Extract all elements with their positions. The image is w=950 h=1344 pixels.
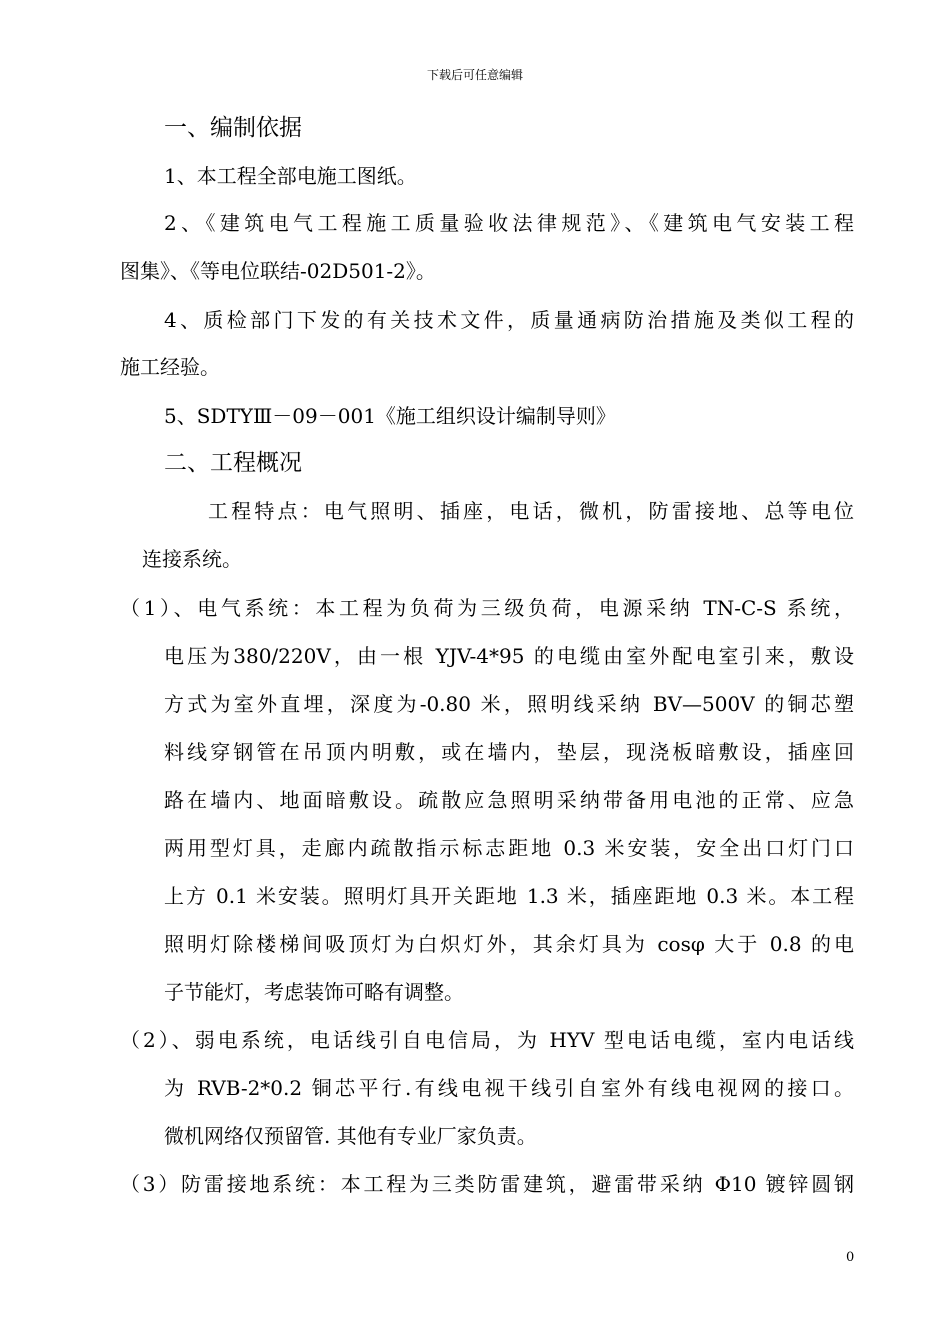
section-heading-2: 二、工程概况 [164, 450, 302, 476]
section-heading-1: 一、编制依据 [164, 115, 302, 141]
paragraph-line: 4、质检部门下发的有关技术文件，质量通病防治措施及类似工程的 [164, 308, 854, 332]
paragraph-line: 路在墙内、地面暗敷设。疏散应急照明采纳带备用电池的正常、应急 [164, 788, 854, 812]
paragraph-line: 照明灯除楼梯间吸顶灯为白炽灯外，其余灯具为 cosφ 大于 0.8 的电 [164, 932, 854, 956]
paragraph-line: 微机网络仅预留管. 其他有专业厂家负责。 [164, 1124, 537, 1148]
page-number: 0 [846, 1250, 855, 1265]
paragraph-line: 两用型灯具，走廊内疏散指示标志距地 0.3 米安装，安全出口灯门口 [164, 836, 854, 860]
paragraph-line: 子节能灯，考虑装饰可略有调整。 [164, 980, 464, 1004]
paragraph-line: 上方 0.1 米安装。照明灯具开关距地 1.3 米，插座距地 0.3 米。本工程 [164, 884, 854, 908]
paragraph-line: 2、《建筑电气工程施工质量验收法律规范》、《建筑电气安装工程 [164, 211, 854, 235]
paragraph-line: 图集》、《等电位联结-02D501-2》。 [120, 259, 436, 283]
paragraph-line: 方式为室外直埋，深度为-0.80 米，照明线采纳 BV—500V 的铜芯塑 [164, 692, 854, 716]
paragraph-line: 工程特点：电气照明、插座，电话，微机，防雷接地、总等电位 [208, 499, 854, 523]
paragraph-line: 1、本工程全部电施工图纸。 [164, 164, 417, 188]
paragraph-line: 电压为380/220V，由一根 YJV-4*95 的电缆由室外配电室引来，敷设 [164, 644, 854, 668]
paragraph-line: （2）、弱电系统，电话线引自电信局，为 HYV 型电话电缆，室内电话线 [120, 1028, 854, 1052]
paragraph-line: 5、SDTYⅢ－09－001《施工组织设计编制导则》 [164, 404, 616, 428]
paragraph-line: （3）防雷接地系统：本工程为三类防雷建筑，避雷带采纳 Φ10 镀锌圆钢 [120, 1172, 854, 1196]
paragraph-line: 料线穿钢管在吊顶内明敷，或在墙内，垫层，现浇板暗敷设，插座回 [164, 740, 854, 764]
paragraph-line: 为 RVB-2*0.2 铜芯平行.有线电视干线引自室外有线电视网的接口。 [164, 1076, 854, 1100]
paragraph-line: 施工经验。 [120, 355, 220, 379]
paragraph-line: 连接系统。 [142, 547, 242, 571]
paragraph-line: （1）、电气系统：本工程为负荷为三级负荷，电源采纳 TN-C-S 系统， [120, 596, 854, 620]
page-header: 下载后可任意编辑 [426, 68, 523, 82]
